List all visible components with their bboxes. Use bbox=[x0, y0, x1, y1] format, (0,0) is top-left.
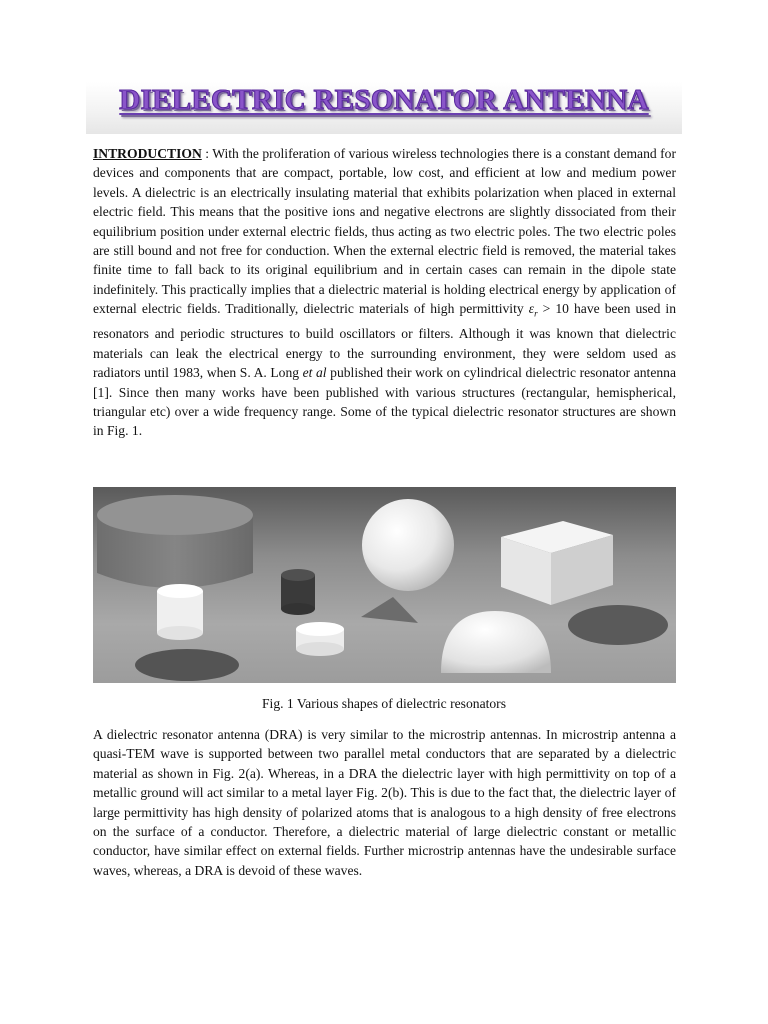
introduction-paragraph bbox=[93, 144, 676, 441]
short-cylinder-resonator bbox=[296, 622, 344, 656]
triangular-resonator bbox=[361, 597, 418, 623]
permittivity-symbol bbox=[528, 301, 538, 319]
dark-cylinder-resonator bbox=[281, 569, 315, 615]
et-al-text: et al bbox=[302, 365, 327, 381]
intro-text-part-2: > 10 have been used in resonators and periodic structures to build oscillators or filters. Although it was known that dielectric materials can leak the electrical energy to the surrounding environment, they were seldom used as radiators until 1983, when S. A. Long bbox=[93, 301, 676, 381]
sphere-resonator bbox=[362, 499, 454, 591]
white-cylinder-resonator bbox=[157, 584, 203, 640]
disk-resonator-left bbox=[135, 649, 239, 681]
dra-paragraph: A dielectric resonator antenna (DRA) is very similar to the microstrip antennas. In microstrip antenna a quasi-TEM wave is supported between two parallel metal conductors that are separated by a dielectric material as shown in Fig. 2(a). Whereas, in a DRA the dielectric layer with high permittivity on top of a metallic ground will act similar to a metal layer Fig. 2(b). This is due to the fact that, the dielectric layer of large permittivity has high density of polarized atoms that is analogous to a high density of free electrons on the surface of a conductor. Therefore, a dielectric material of large dielectric constant or metallic conductor, have similar effect on external fields. Further microstrip antennas have the undesirable surface waves, whereas, a DRA is devoid of these waves. bbox=[93, 727, 676, 878]
intro-text-part-3: published their work on cylindrical dielectric resonator antenna [1]. Since then many works have been published with various structures (rectangular, hemispherical, triangular etc) over a wide frequency range. Some of the typical dielectric resonator structures are shown in Fig. 1. bbox=[93, 365, 676, 439]
page-title: DIELECTRIC RESONATOR ANTENNA bbox=[119, 84, 649, 116]
rectangular-resonator bbox=[501, 521, 613, 605]
intro-text-part-1: : With the proliferation of various wireless technologies there is a constant demand for devices and components that are compact, portable, low cost, and efficient at low and medium power levels. A dielectric is an electrically insulating material that exhibits polarization when placed in external electric field. This means that the positive ions and negative electrons are slightly dissociated from their equilibrium position under external electric fields, thus acting as two electric poles. The two electric poles are still bound and not free for conduction. When the external electric field is removed, the material takes finite time to fall back to its original equilibrium and in certain cases can remain in the dipole state indefinitely. This practically implies that a dielectric material is holding electrical energy by application of external electric fields. Traditionally, dielectric materials of high permittivity bbox=[93, 146, 676, 317]
epsilon-symbol: ε bbox=[528, 301, 535, 317]
introduction-heading: INTRODUCTION bbox=[93, 146, 202, 161]
dielectric-resonators-photo bbox=[93, 487, 676, 683]
symbol-subscript: r bbox=[534, 308, 538, 319]
disk-resonator-right bbox=[568, 605, 668, 645]
hemispherical-resonator bbox=[441, 611, 551, 673]
resonator-shapes-illustration bbox=[93, 487, 676, 683]
large-cylinder-resonator bbox=[97, 495, 253, 588]
figure-caption: Fig. 1 Various shapes of dielectric resonators bbox=[261, 696, 506, 711]
